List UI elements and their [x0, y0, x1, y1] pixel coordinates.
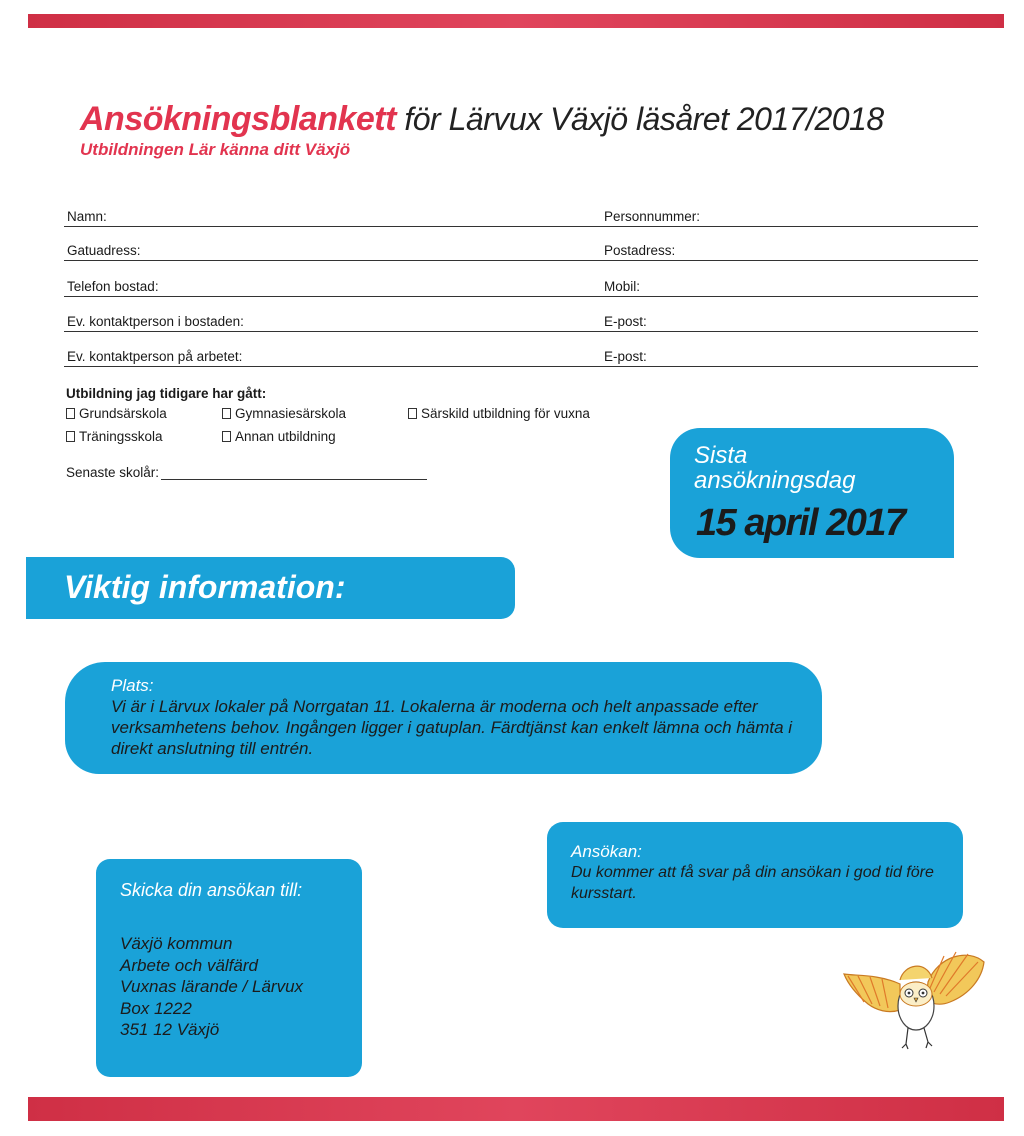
field-label-name: Namn:	[67, 209, 107, 224]
field-label-mobile: Mobil:	[604, 279, 641, 294]
field-label-home-contact: Ev. kontaktperson i bostaden:	[67, 314, 244, 329]
location-panel	[65, 662, 822, 774]
application-text: Du kommer att få svar på din ansökan i god tid före kursstart.	[571, 864, 934, 902]
bottom-red-bar	[28, 1097, 1004, 1121]
top-red-bar	[28, 14, 1004, 28]
deadline-panel	[670, 428, 954, 558]
checkbox-gymnasiesarskola[interactable]: Gymnasiesärskola	[222, 406, 346, 421]
application-heading: Ansökan:	[571, 842, 642, 861]
location-heading: Plats:	[111, 676, 154, 695]
address-line: Växjö kommun	[120, 934, 233, 953]
checkbox-icon[interactable]	[408, 408, 417, 419]
field-label-email-1: E-post:	[604, 314, 647, 329]
checkbox-icon[interactable]	[66, 431, 75, 442]
application-panel	[547, 822, 963, 928]
field-label-phone: Telefon bostad:	[67, 279, 159, 294]
important-info-heading: Viktig information:	[64, 569, 346, 605]
owl-icon	[838, 944, 988, 1052]
important-info-banner	[26, 557, 515, 619]
checkbox-traningsskola[interactable]: Träningsskola	[66, 429, 163, 444]
deadline-date: 15 april 2017	[696, 502, 905, 544]
field-row-street[interactable]	[64, 243, 978, 261]
address-line: Vuxnas lärande / Lärvux	[120, 977, 304, 996]
checkbox-icon[interactable]	[222, 408, 231, 419]
field-row-home-contact[interactable]	[64, 314, 978, 332]
deadline-line1: Sista	[694, 442, 748, 469]
checkbox-icon[interactable]	[222, 431, 231, 442]
field-label-street: Gatuadress:	[67, 243, 141, 258]
field-label-work-contact: Ev. kontaktperson på arbetet:	[67, 349, 243, 364]
form-title	[80, 100, 980, 139]
send-heading: Skicka din ansökan till:	[120, 880, 303, 900]
location-text: Vi är i Lärvux lokaler på Norrgatan 11. Lokalerna är moderna och helt anpassade efter verksamhetens behov. Ingången ligger i gatuplan. Färdtjänst kan enkelt lämna och hämta i direkt anslutning till entrén.	[111, 697, 793, 758]
field-row-phone[interactable]	[64, 279, 978, 297]
address-line: Arbete och välfärd	[120, 955, 258, 975]
title-rest: för Lärvux Växjö läsåret 2017/2018	[395, 101, 884, 137]
address-line: 351 12 Växjö	[120, 1020, 220, 1039]
field-label-email-2: E-post:	[604, 349, 647, 364]
send-to-panel	[96, 859, 362, 1077]
checkbox-grundsarskola[interactable]: Grundsärskola	[66, 406, 167, 421]
send-address	[120, 933, 303, 1041]
checkbox-annan-utbildning[interactable]: Annan utbildning	[222, 429, 336, 444]
education-heading: Utbildning jag tidigare har gått:	[66, 386, 267, 401]
last-school-year-line[interactable]	[161, 466, 427, 480]
field-label-postal: Postadress:	[604, 243, 676, 258]
field-label-personal-number: Personnummer:	[604, 209, 701, 224]
checkbox-icon[interactable]	[66, 408, 75, 419]
form-subtitle: Utbildningen Lär känna ditt Växjö	[80, 140, 351, 159]
checkbox-sarskild-utbildning[interactable]: Särskild utbildning för vuxna	[408, 406, 590, 421]
field-row-work-contact[interactable]	[64, 349, 978, 367]
last-school-year-field[interactable]	[66, 465, 427, 480]
deadline-line2: ansökningsdag	[694, 467, 856, 494]
last-school-year-label: Senaste skolår:	[66, 465, 160, 480]
address-line: Box 1222	[120, 998, 192, 1018]
title-main: Ansökningsblankett	[80, 100, 396, 138]
field-row-name[interactable]	[64, 209, 978, 227]
